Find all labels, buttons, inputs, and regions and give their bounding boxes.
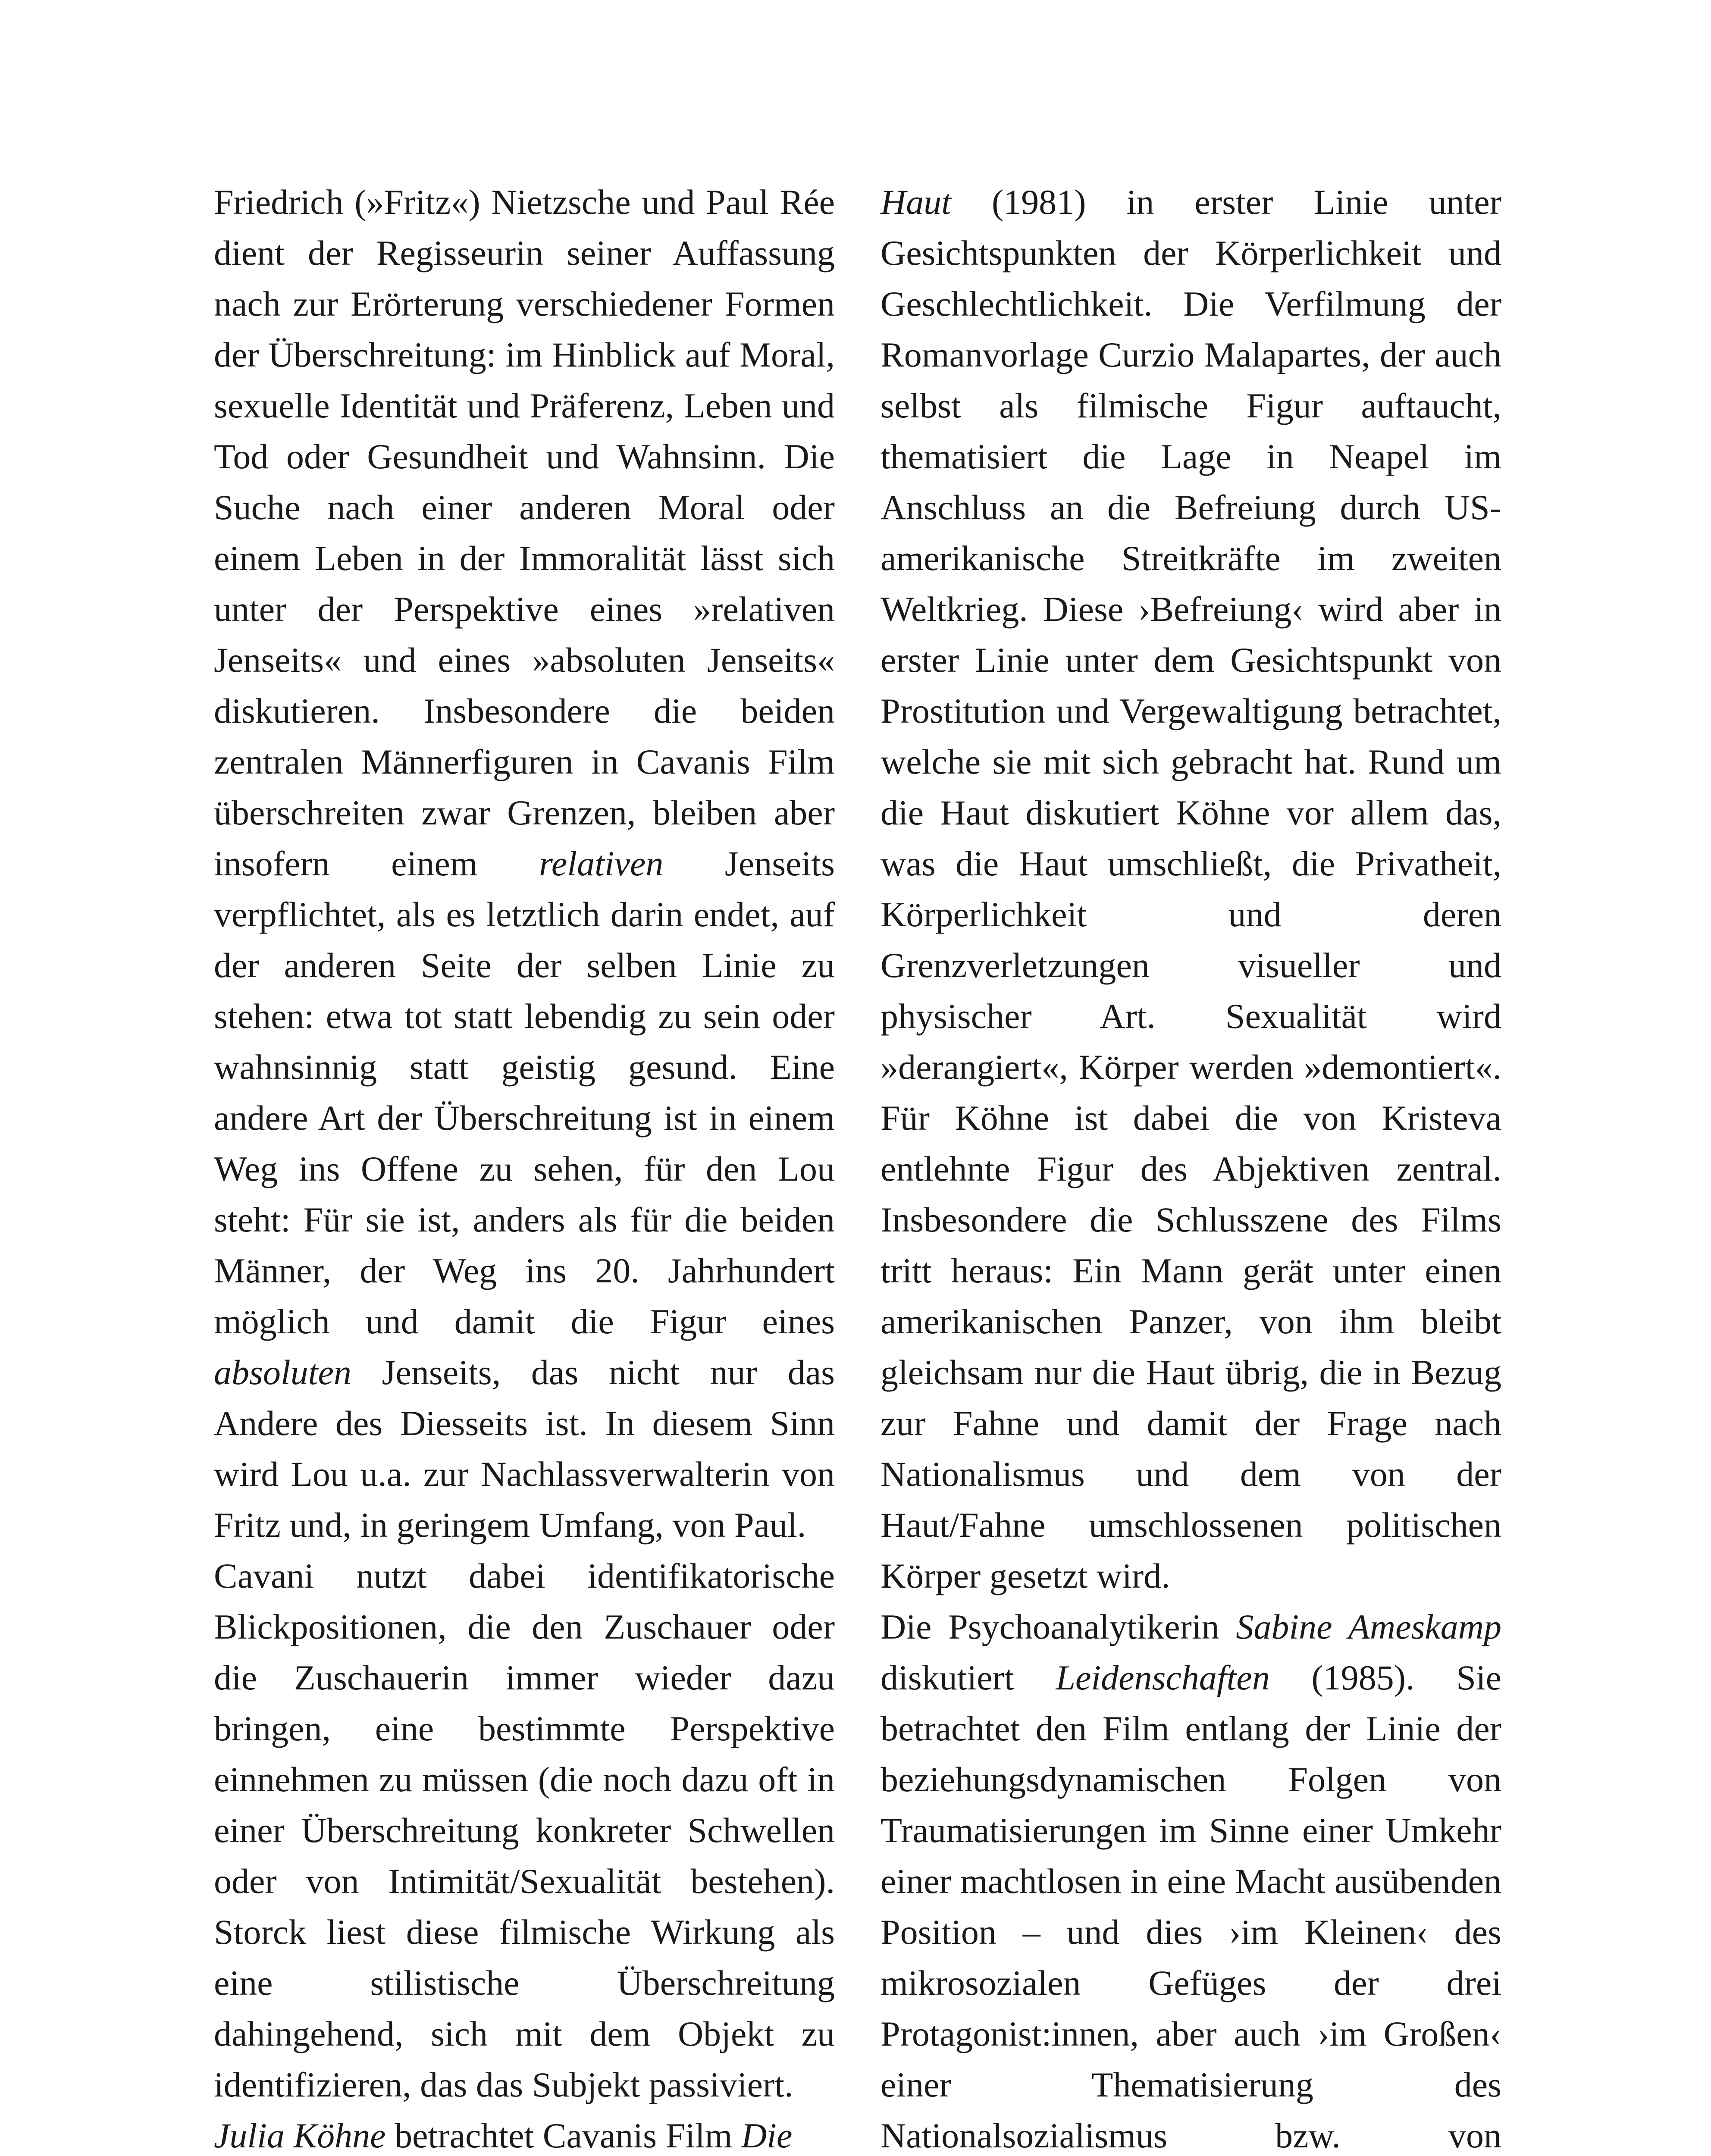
text-run: Jenseits, das nicht nur das Andere des Diesseits ist. In diesem Sinn wird Lou u.a. zur Nachlassverwalterin von Fritz und, in geringem Umfang, von Paul. <box>214 1353 835 1545</box>
author-name: Julia Köhne <box>214 2116 386 2155</box>
film-title: Die <box>741 2116 793 2155</box>
author-name: Sabine Ameskamp <box>1236 1607 1501 1646</box>
paragraph-ameskamp <box>881 1601 1501 2156</box>
text-run: (1981) in erster Linie unter Gesichtspunkten der Körperlichkeit und Geschlechtlichkeit. Die Verfilmung der Romanvorlage Curzio Malapartes, der auch selbst als filmische Figur auftaucht, thematisiert die Lage in Neapel im Anschluss an die Befreiung durch US-amerikanische Streitkräfte im zweiten Weltkrieg. Diese ›Befreiung‹ wird aber in erster Linie unter dem Gesichtspunkt von Prostitution und Vergewaltigung betrachtet, welche sie mit sich gebracht hat. Rund um die Haut diskutiert Köhne vor allem das, was die Haut umschließt, die Privatheit, Körperlichkeit und deren Grenzverletzungen visueller und physischer Art. Sexualität wird »derangiert«, Körper werden »demontiert«. Für Köhne ist dabei die von Kristeva entlehnte Figur des Abjektiven zentral. Insbesondere die Schlusszene des Films tritt heraus: Ein Mann gerät unter einen amerikanischen Panzer, von ihm bleibt gleichsam nur die Haut übrig, die in Bezug zur Fahne und damit der Frage nach Nationalismus und dem von der Haut/Fahne umschlossenen politischen Körper gesetzt wird. <box>881 182 1501 1595</box>
paragraph-nietzsche <box>214 177 835 1551</box>
text-run: Jenseits verpflichtet, als es letztlich darin endet, auf der anderen Seite der selben Linie zu stehen: etwa tot statt lebendig zu sein oder wahnsinnig statt geistig gesund. Eine andere Art der Überschreitung ist in einem Weg ins Offene zu sehen, für den Lou steht: Für sie ist, anders als für die beiden Männer, der Weg ins 20. Jahrhundert möglich und damit die Figur eines <box>214 844 835 1341</box>
right-column <box>881 177 1501 2156</box>
italic-run: absoluten <box>214 1353 351 1392</box>
paragraph-koehne-start <box>214 2110 835 2156</box>
paragraph-koehne-haut <box>881 177 1501 1601</box>
text-run: diskutiert <box>881 1658 1056 1697</box>
text-run: Friedrich (»Fritz«) Nietzsche und Paul Rée dient der Regisseurin seiner Auffassung nach zur Erörterung verschiedener Formen der Überschreitung: im Hinblick auf Moral, sexuelle Identität und Präferenz, Leben und Tod oder Gesundheit und Wahnsinn. Die Suche nach einer anderen Moral oder einem Leben in der Immoralität lässt sich unter der Perspektive eines »relativen Jenseits« und eines »absoluten Jenseits« diskutieren. Insbesondere die beiden zentralen Männerfiguren in Cavanis Film überschreiten zwar Grenzen, bleiben aber insofern einem <box>214 182 835 883</box>
italic-run: relativen <box>539 844 664 883</box>
text-run: betrachtet Cavanis Film <box>385 2116 741 2155</box>
paragraph-cavani-blick: Cavani nutzt dabei identifikatorische Blickpositionen, die den Zuschauer oder die Zuschauerin immer wieder dazu bringen, eine bestimmte Perspektive einnehmen zu müssen (die noch dazu oft in einer Überschreitung konkreter Schwellen oder von Intimität/Sexualität bestehen). Storck liest diese filmische Wirkung als eine stilistische Überschreitung dahingehend, sich mit dem Objekt zu identifizieren, das das Subjekt passiviert. <box>214 1556 835 2104</box>
text-run: (1985). Sie betrachtet den Film entlang der Linie der beziehungsdynamischen Folgen von Traumatisierungen im Sinne einer Umkehr einer machtlosen in eine Macht ausübenden Position – und dies ›im Kleinen‹ des mikrosozialen Gefüges der drei Protagonist:innen, aber auch ›im Großen‹ einer Thematisierung des Nationalsozialismus bzw. von <box>881 1658 1501 2155</box>
left-column <box>214 177 835 2156</box>
film-title: Leidenschaften <box>1056 1658 1270 1697</box>
film-title: Haut <box>881 182 951 222</box>
text-run: Die Psychoanalytikerin <box>881 1607 1236 1646</box>
